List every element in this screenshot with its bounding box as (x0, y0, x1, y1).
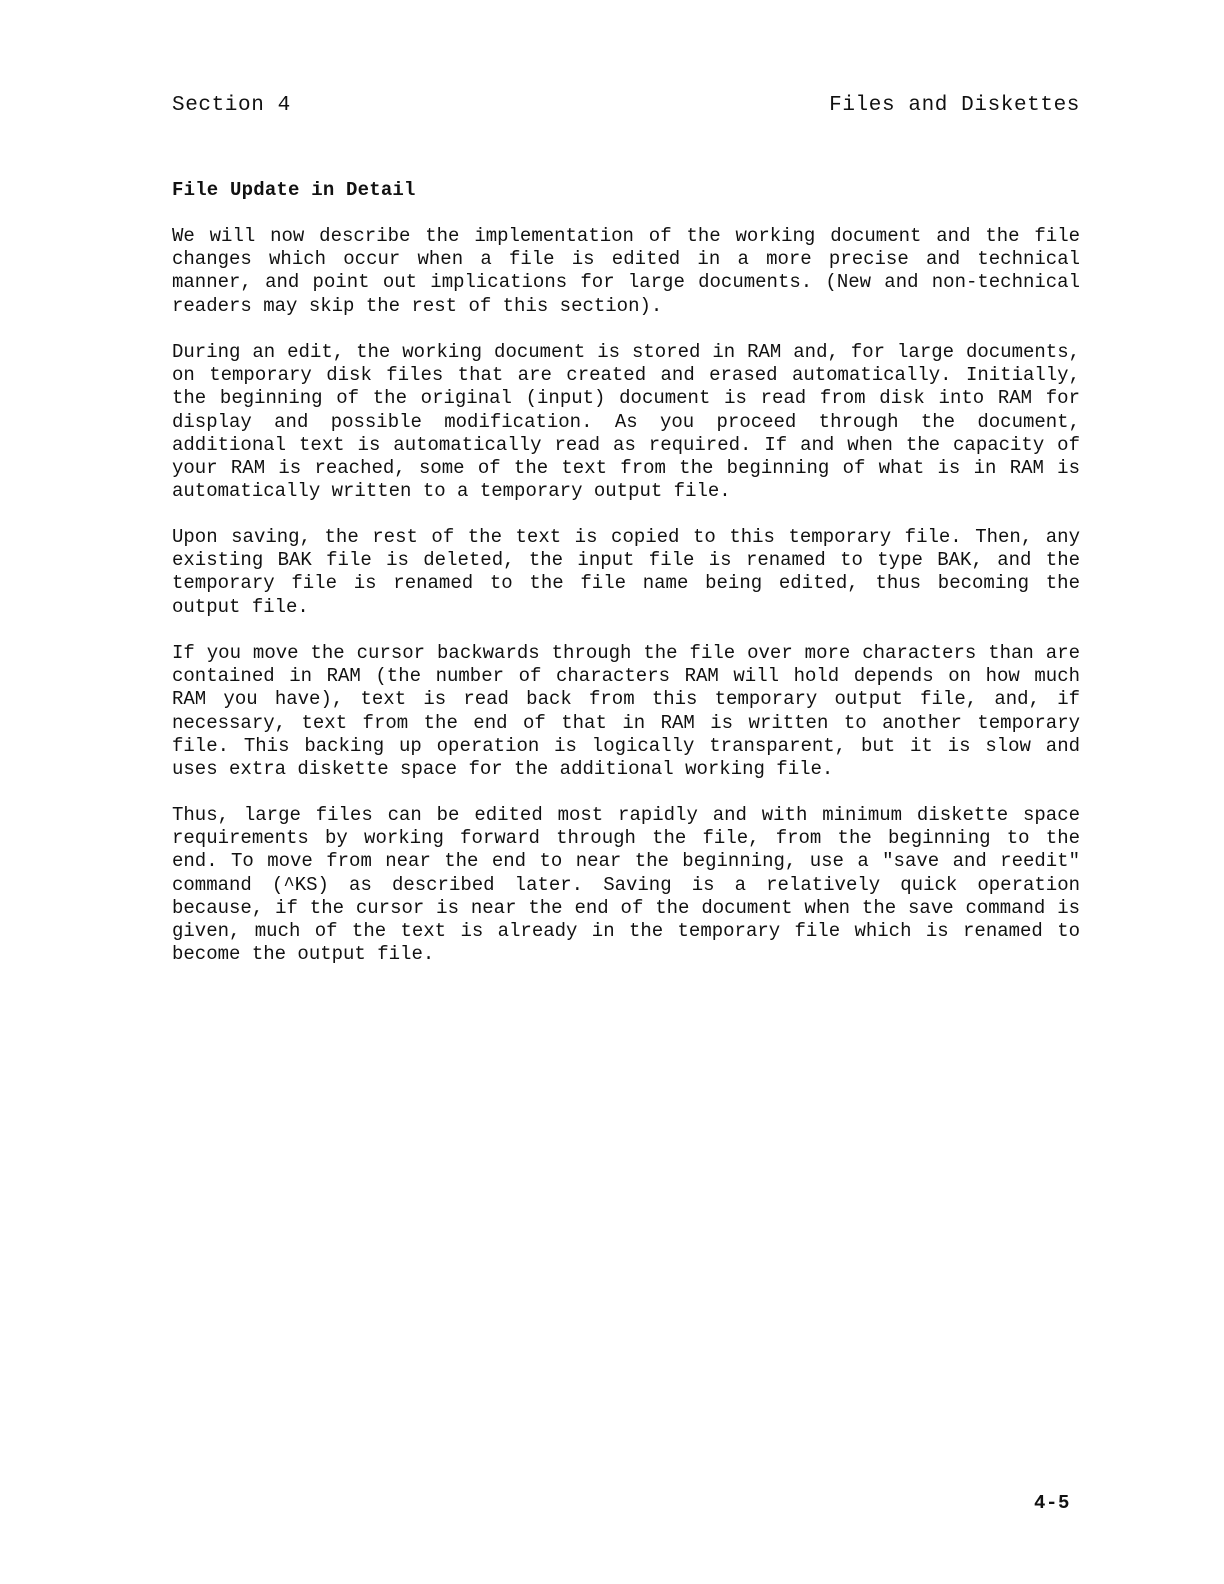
page-header (172, 94, 1080, 124)
paragraph-4: If you move the cursor backwards through the file over more characters than are contained in RAM (the number of characters RAM will hold depends on how much RAM you have), text is read back from this temporary output file, and, if necessary, text from the end of that in RAM is written to another temporary file. This backing up operation is logically transparent, but it is slow and uses extra diskette space for the additional working file. (172, 642, 1080, 781)
chapter-title: Files and Diskettes (829, 94, 1080, 117)
section-heading: File Update in Detail (172, 179, 416, 201)
paragraph-5: Thus, large files can be edited most rapidly and with minimum diskette space requirements by working forward through the file, from the beginning to the end. To move from near the end to near the beginning, use a "save and reedit" command (^KS) as described later. Saving is a relatively quick operation because, if the cursor is near the end of the document when the save command is given, much of the text is already in the temporary file which is renamed to become the output file. (172, 804, 1080, 966)
paragraph-1: We will now describe the implementation of the working document and the file changes which occur when a file is edited in a more precise and technical manner, and point out implications for large documents. (New and non-technical readers may skip the rest of this section). (172, 225, 1080, 317)
section-label: Section 4 (172, 94, 291, 117)
page-number: 4-5 (1034, 1492, 1071, 1514)
paragraph-2: During an edit, the working document is stored in RAM and, for large documents, on temporary disk files that are created and erased automatically. Initially, the beginning of the original (input) document is read from disk into RAM for display and possible modification. As you proceed through the document, additional text is automatically read as required. If and when the capacity of your RAM is reached, some of the text from the beginning of what is in RAM is automatically written to a temporary output file. (172, 341, 1080, 503)
paragraph-3: Upon saving, the rest of the text is copied to this temporary file. Then, any existing BAK file is deleted, the input file is renamed to type BAK, and the temporary file is renamed to the file name being edited, thus becoming the output file. (172, 526, 1080, 618)
